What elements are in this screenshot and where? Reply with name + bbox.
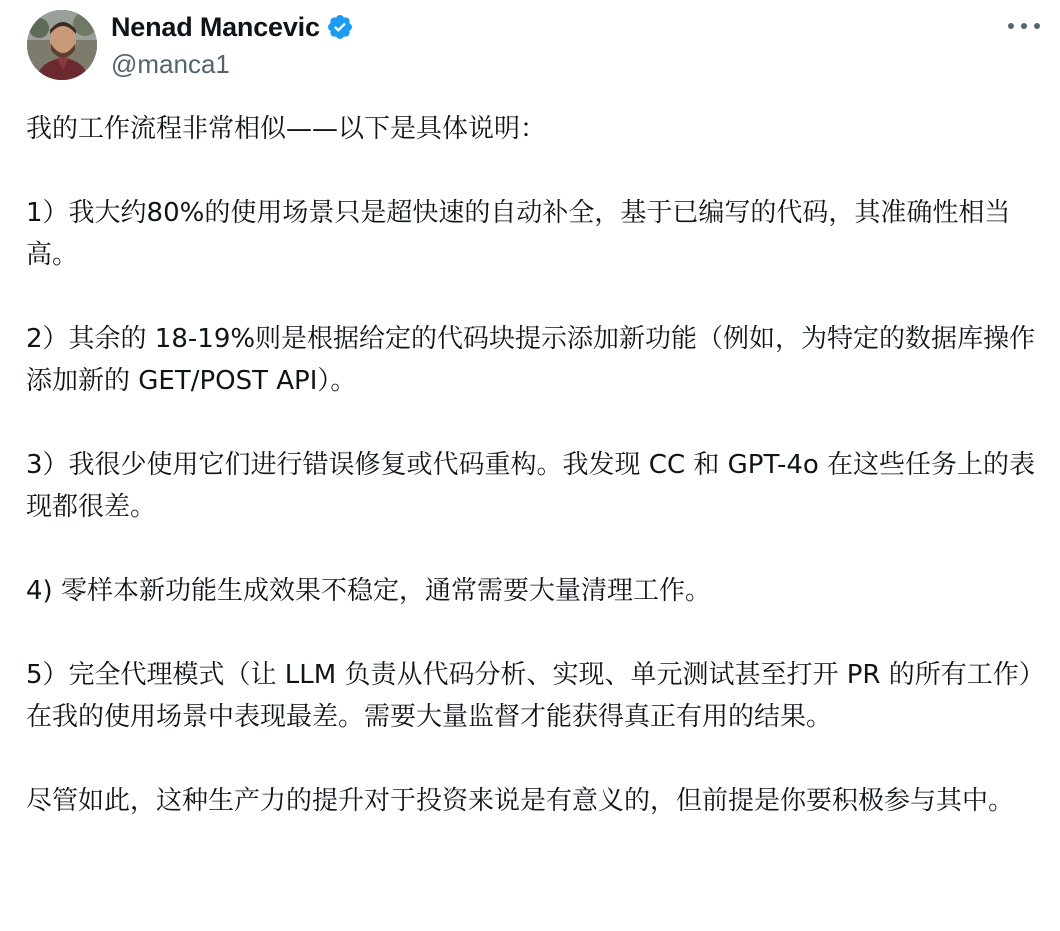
tweet-paragraph: 5）完全代理模式（让 LLM 负责从代码分析、实现、单元测试甚至打开 PR 的所有工作）在我的使用场景中表现最差。需要大量监督才能获得真正有用的结果。	[26, 660, 1032, 732]
tweet-text	[26, 108, 1036, 822]
more-dot	[1034, 23, 1040, 29]
more-dot	[1008, 23, 1014, 29]
avatar-photo-icon	[27, 10, 97, 80]
verified-badge-icon[interactable]	[326, 13, 354, 41]
more-dot	[1021, 23, 1027, 29]
tweet-paragraph: 尽管如此，这种生产力的提升对于投资来说是有意义的，但前提是你要积极参与其中。	[26, 786, 1015, 816]
more-options-icon[interactable]	[1008, 12, 1040, 40]
display-name[interactable]: Nenad Mancevic	[111, 11, 320, 42]
tweet-paragraph: 4) 零样本新功能生成效果不稳定，通常需要大量清理工作。	[26, 576, 711, 606]
avatar[interactable]	[27, 10, 97, 80]
tweet-paragraph: 2）其余的 18-19%则是根据给定的代码块提示添加新功能（例如，为特定的数据库操作添加新的 GET/POST API）。	[26, 324, 1036, 396]
tweet-paragraph: 我的工作流程非常相似——以下是具体说明：	[26, 114, 547, 144]
tweet-paragraph: 1）我大约80%的使用场景只是超快速的自动补全，基于已编写的代码，其准确性相当高。	[26, 198, 1011, 270]
tweet-paragraph: 3）我很少使用它们进行错误修复或代码重构。我发现 CC 和 GPT-4o 在这些任务上的表现都很差。	[26, 450, 1036, 522]
author-name-row	[111, 10, 354, 44]
author-handle[interactable]: @manca1	[111, 49, 230, 79]
